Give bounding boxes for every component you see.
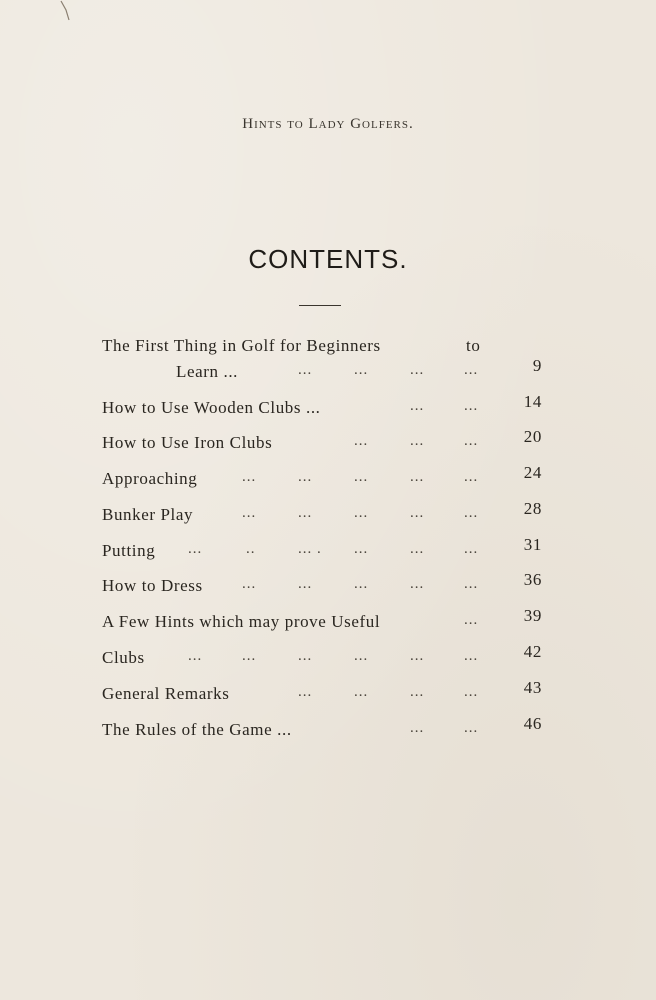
dot-leaders: ... ...	[410, 398, 479, 414]
toc-page-number: 20	[523, 427, 542, 446]
dot-leaders: ... ... ... ...	[298, 362, 479, 378]
toc-entry-title: The First Thing in Golf for Beginners	[102, 336, 381, 355]
toc-entry	[102, 570, 542, 604]
toc-entry-title: Clubs	[102, 648, 145, 667]
toc-entry-continuation	[102, 356, 542, 390]
toc-entry	[102, 336, 542, 364]
toc-page-number: 31	[523, 535, 542, 554]
toc-entry	[102, 463, 542, 497]
dot-leaders: ... .. ... . ... ... ...	[188, 541, 479, 557]
toc-entry-title: General Remarks	[102, 684, 230, 703]
toc-entry	[102, 606, 542, 640]
running-head: Hints to Lady Golfers.	[242, 116, 414, 132]
toc-entry	[102, 714, 542, 748]
toc-page-number: 24	[523, 463, 542, 482]
dot-leaders: ... ... ... ... ...	[242, 505, 479, 521]
dot-leaders: ... ...	[410, 720, 479, 736]
contents-heading: CONTENTS.	[248, 244, 408, 274]
toc-entry	[102, 642, 542, 676]
toc-entry	[102, 499, 542, 533]
toc-entry-title: The Rules of the Game ...	[102, 720, 292, 739]
dot-leaders: ... ... ... ...	[298, 684, 479, 700]
toc-entry-title-tail: to	[466, 336, 481, 355]
dot-leaders: ... ... ...	[354, 433, 479, 449]
toc-page-number: 39	[523, 606, 542, 625]
toc-page-number: 28	[523, 499, 542, 518]
toc-entry	[102, 392, 542, 426]
toc-entry-title: How to Use Iron Clubs	[102, 433, 273, 452]
dot-leaders: ...	[464, 612, 479, 628]
toc-page-number: 43	[523, 678, 542, 697]
toc-page-number: 14	[523, 392, 542, 411]
toc-entry-title: Learn ...	[176, 362, 239, 381]
dot-leaders: ... ... ... ... ...	[242, 576, 479, 592]
toc-entry-title: A Few Hints which may prove Useful	[102, 612, 381, 631]
toc-page-number: 42	[523, 642, 542, 661]
toc-entry-title: Approaching	[102, 469, 198, 488]
toc-entry	[102, 535, 542, 569]
toc-page-number: 36	[523, 570, 542, 589]
toc-entry-title: Bunker Play	[102, 505, 194, 524]
toc-entry-title: Putting	[102, 541, 156, 560]
dot-leaders: ... ... ... ... ... ...	[188, 648, 479, 664]
toc-entry	[102, 678, 542, 712]
toc-page-number: 9	[532, 356, 542, 375]
toc-entry	[102, 427, 542, 461]
dot-leaders: ... ... ... ... ...	[242, 469, 479, 485]
toc-entry-title: How to Use Wooden Clubs ...	[102, 398, 321, 417]
toc-entry-title: How to Dress	[102, 576, 203, 595]
toc-page-number: 46	[523, 714, 542, 733]
